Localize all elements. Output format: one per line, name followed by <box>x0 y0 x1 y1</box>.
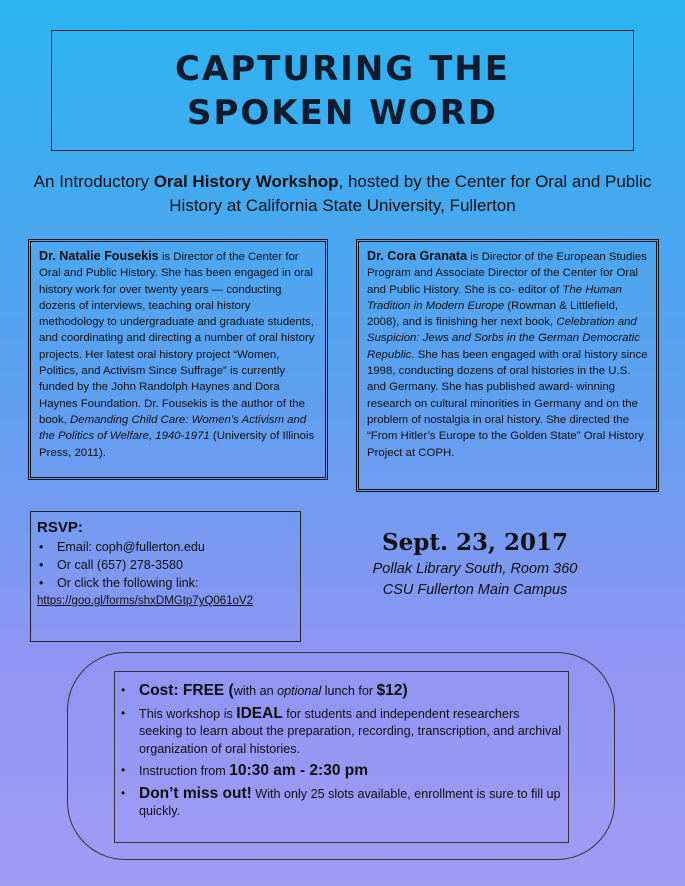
cost-end: ) <box>402 682 408 699</box>
intro-post: , hosted by the Center for Oral and Public History at California State University, Fullerton <box>169 172 652 215</box>
intro-bold: Oral History Workshop <box>153 172 339 191</box>
bullet-icon: • <box>39 576 44 590</box>
time-bold: 10:30 am - 2:30 pm <box>229 762 369 779</box>
bio-right-book2: Celebration and Suspicion: Jews and Sorbs in the German Democratic Republic. <box>367 316 640 361</box>
event-campus: CSU Fullerton Main Campus <box>382 582 568 598</box>
rsvp-item-email <box>37 538 294 556</box>
event-info <box>340 527 610 601</box>
rsvp-item-phone <box>37 556 294 574</box>
time-pre: Instruction from <box>139 764 230 778</box>
intro-text <box>20 170 665 218</box>
bullet-icon: • <box>121 683 126 697</box>
cost-optional: optional <box>277 684 322 698</box>
rsvp-form-link[interactable]: https://goo.gl/forms/shxDMGtp7yQ061oV2 <box>37 595 254 607</box>
ideal-bold: IDEAL <box>236 704 283 722</box>
event-date: Sept. 23, 2017 <box>382 529 568 556</box>
cost-mid1: with an <box>233 684 278 698</box>
bio-left-book: Demanding Child Care: Women’s Activism and the Politics of Welfare, 1940-1971 <box>39 413 307 443</box>
miss-bold: Don’t miss out! <box>139 784 252 802</box>
rsvp-item-link <box>37 574 294 592</box>
title-box <box>51 30 634 151</box>
cost-label: Cost: FREE ( <box>139 682 234 699</box>
bio-right-text2: (Rowman & Littlefield, 2008), and is finishing her next book, <box>367 299 619 329</box>
details-box <box>114 671 569 843</box>
intro-pre: An Introductory <box>33 172 154 191</box>
bullet-icon: • <box>121 763 126 777</box>
miss-post: With only 25 slots available, enrollment is sure to fill up quickly. <box>139 786 561 818</box>
rsvp-heading: RSVP: <box>37 519 83 536</box>
rsvp-box <box>30 511 301 642</box>
bullet-icon: • <box>39 540 44 554</box>
rsvp-phone: Or call (657) 278-3580 <box>57 558 184 572</box>
bio-left-name: Dr. Natalie Fousekis <box>39 249 159 263</box>
bullet-icon: • <box>121 705 126 720</box>
cost-price: $12 <box>376 682 403 699</box>
detail-enroll <box>121 785 562 821</box>
bio-right-text1: is Director of the European Studies Program and Associate Director of the Center for Oral and Public History. She is co- editor of <box>367 251 647 296</box>
event-location: Pollak Library South, Room 360 <box>372 561 578 577</box>
detail-cost <box>121 682 562 701</box>
bullet-icon: • <box>121 785 126 800</box>
bio-granata <box>356 239 659 492</box>
bio-right-text3: She has been engaged with oral history since 1998, conducting dozens of oral histories in the U.S. and Germany. She has published award- winning research on cultural minorities in Germany and on the problem of nostalgia in oral history. She directed the “From Hitler’s Europe to the Golden State” Oral History Project at COPH. <box>367 348 648 459</box>
bio-right-name: Dr. Cora Granata <box>367 249 468 263</box>
cost-mid2: lunch for <box>321 684 377 698</box>
bio-left-text1: is Director of the Center for Oral and Public History. She has been engaged in oral history work for over twenty years — conducting dozens of interviews, teaching oral history methodology to undergraduate and graduate students, and coordinating and directing a number of oral history projects. Her latest oral history project “Women, Politics, and Activism Since Suffrage” is currently funded by the John Randolph Haynes and Dora Haynes Foundation. Dr. Fousekis is the author of the book, <box>39 251 315 426</box>
ideal-post: for students and independent researchers seeking to learn about the preparation, recording, transcription, and archival organization of oral histories. <box>139 706 562 756</box>
detail-ideal <box>121 705 562 759</box>
bio-left-text2: (University of Illinois Press, 2011). <box>39 430 315 459</box>
ideal-pre: This workshop is <box>139 706 237 721</box>
detail-time <box>121 762 562 781</box>
bio-right-book1: The Human Tradition in Modern Europe <box>367 283 622 312</box>
title-line-2: SPOKEN WORD <box>187 92 498 133</box>
bullet-icon: • <box>39 558 44 572</box>
rsvp-email: Email: coph@fullerton.edu <box>57 540 205 554</box>
title-line-1: CAPTURING THE <box>175 48 510 89</box>
bio-fousekis <box>28 239 328 480</box>
rsvp-link-label: Or click the following link: <box>57 576 199 590</box>
